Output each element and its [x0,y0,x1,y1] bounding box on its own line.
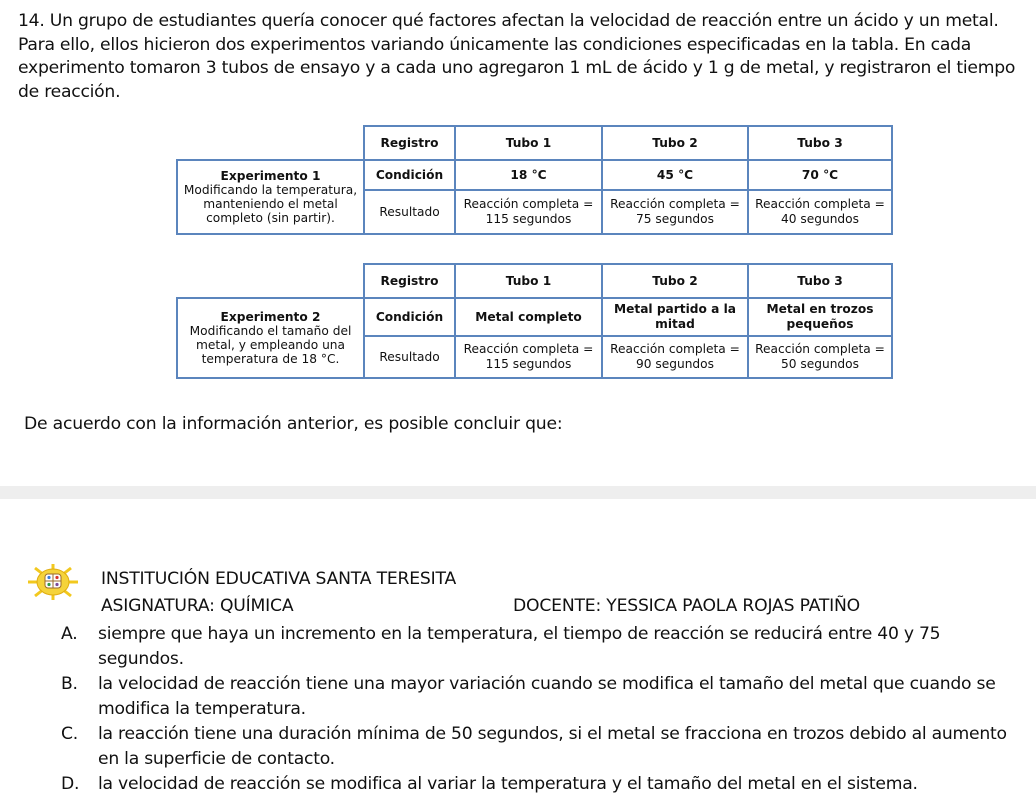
option-letter: A. [61,624,78,644]
experiment-2-table [176,263,893,379]
table-header-tubo-2: Tubo 2 [602,264,748,298]
condition-cell: Metal en trozos pequeños [748,298,892,336]
option-letter: B. [61,674,78,694]
subject-label: ASIGNATURA: QUÍMICA [101,596,294,616]
experiment-description: Modificando la temperatura, manteniendo el metal completo (sin partir). [183,182,358,226]
school-logo-icon [24,562,82,602]
page-divider [0,486,1036,499]
result-cell: Reacción completa = 40 segundos [748,190,892,234]
institution-name: INSTITUCIÓN EDUCATIVA SANTA TERESITA [101,569,457,589]
teacher-label: DOCENTE: YESSICA PAOLA ROJAS PATIÑO [513,596,861,616]
result-label: Resultado [364,336,455,378]
experiment-description: Modificando el tamaño del metal, y empleando una temperatura de 18 °C. [189,323,352,367]
option-letter: D. [61,774,80,794]
experiment-1-table [176,125,893,235]
condition-cell: 70 °C [748,160,892,190]
table-header-tubo-1: Tubo 1 [455,126,602,160]
result-cell: Reacción completa = 75 segundos [602,190,748,234]
option-text: la velocidad de reacción tiene una mayor variación cuando se modifica el tamaño del metal que cuando se modifica la temperatura. [98,674,996,719]
result-cell: Reacción completa = 50 segundos [748,336,892,378]
condition-cell: Metal completo [455,298,602,336]
option-text: siempre que haya un incremento en la temperatura, el tiempo de reacción se reducirá entre 40 y 75 segundos. [98,624,941,669]
option-c[interactable] [61,722,1021,772]
result-cell: Reacción completa = 115 segundos [455,336,602,378]
condition-label: Condición [364,298,455,336]
experiment-title: Experimento 2 [220,309,321,324]
condition-cell: 45 °C [602,160,748,190]
result-label: Resultado [364,190,455,234]
question-prompt: De acuerdo con la información anterior, es posible concluir que: [24,414,563,434]
result-cell: Reacción completa = 115 segundos [455,190,602,234]
question-text: 14. Un grupo de estudiantes quería conocer qué factores afectan la velocidad de reacción entre un ácido y un metal. Para ello, ellos hicieron dos experimentos variando únicamente las condiciones especificadas en la tabla. En cada experimento tomaron 3 tubos de ensayo y a cada uno agregaron 1 mL de ácido y 1 g de metal, y registraron el tiempo de reacción. [18,11,1016,102]
table-header-registro: Registro [364,126,455,160]
condition-cell: 18 °C [455,160,602,190]
condition-cell: Metal partido a la mitad [602,298,748,336]
option-text: la reacción tiene una duración mínima de 50 segundos, si el metal se fracciona en trozos debido al aumento en la superficie de contacto. [98,724,1007,769]
table-header-registro: Registro [364,264,455,298]
option-text: la velocidad de reacción se modifica al variar la temperatura y el tamaño del metal en el sistema. [98,774,918,794]
option-d[interactable] [61,772,1021,797]
experiment-description-cell [177,160,364,234]
experiment-description-cell [177,298,364,378]
option-letter: C. [61,724,78,744]
option-a[interactable] [61,622,1021,672]
experiment-title: Experimento 1 [220,168,321,183]
table-header-tubo-1: Tubo 1 [455,264,602,298]
table-header-tubo-3: Tubo 3 [748,264,892,298]
table-header-tubo-3: Tubo 3 [748,126,892,160]
option-b[interactable] [61,672,1021,722]
table-header-tubo-2: Tubo 2 [602,126,748,160]
answer-options [61,622,1021,797]
condition-label: Condición [364,160,455,190]
result-cell: Reacción completa = 90 segundos [602,336,748,378]
